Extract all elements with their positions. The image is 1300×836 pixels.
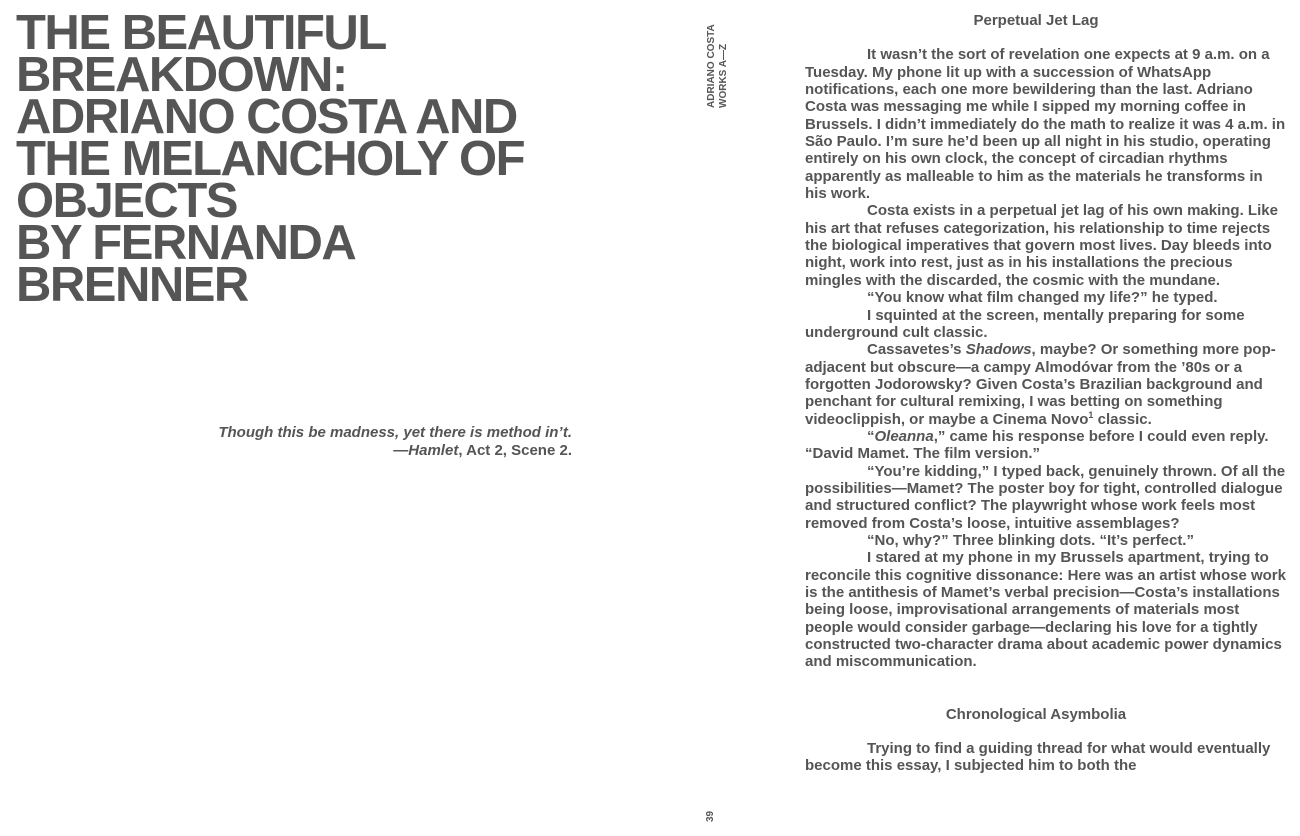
paragraph: “You’re kidding,” I typed back, genuinely thrown. Of all the possibilities—Mamet? The poster boy for tight, controlled dialogue and structured conflict? The playwright whose work feels most removed from Costa’s loose, intuitive assemblages?: [805, 462, 1286, 532]
section-heading: Perpetual Jet Lag: [973, 12, 1099, 29]
section-heading: Chronological Asymbolia: [945, 705, 1127, 723]
title-line: THE MELANCHOLY OF: [16, 132, 525, 186]
text-run: , maybe? Or something more pop-adjacent but obscure—a campy Almodóvar from the ’80s or a forgotten Jodorowsky? Given Costa’s Brazilian background and penchant for cultural remixing, I was betting on something videoclippish, or maybe a Cinema Novo: [805, 341, 1276, 428]
running-head: [706, 24, 729, 108]
article-title: [16, 6, 656, 312]
title-line: BRENNER: [16, 258, 248, 312]
paragraph: Costa exists in a perpetual jet lag of his own making. Like his art that refuses categorization, his relationship to time rejects the biological imperatives that govern most lives. Day bleeds into night, work into rest, just as in his installations the precious mingles with the discarded, the cosmic with the mundane.: [805, 202, 1278, 289]
paragraph: [805, 428, 1287, 463]
text-run: Cassavetes’s: [867, 341, 966, 359]
page-number: 39: [705, 810, 716, 822]
epigraph: [218, 424, 572, 459]
paragraph: “No, why?” Three blinking dots. “It’s perfect.”: [867, 531, 1194, 549]
epigraph-attribution: [218, 442, 572, 460]
attribution-dash: —: [393, 441, 409, 459]
right-page-body: [805, 0, 1287, 775]
title-line: THE BEAUTIFUL: [16, 6, 386, 60]
attribution-detail: , Act 2, Scene 2.: [458, 441, 572, 459]
paragraph: “You know what film changed my life?” he typed.: [867, 289, 1218, 307]
epigraph-quote: Though this be madness, yet there is method in’t.: [218, 424, 572, 441]
title-line: BREAKDOWN:: [16, 48, 347, 102]
title-line: BY FERNANDA: [16, 216, 356, 270]
text-run: classic.: [1093, 410, 1152, 428]
title-line: ADRIANO COSTA AND: [16, 90, 517, 144]
title-line: OBJECTS: [16, 174, 237, 228]
running-head-artist: ADRIANO COSTA: [706, 24, 717, 108]
film-title-shadows: Shadows: [965, 341, 1032, 359]
paragraph: I squinted at the screen, mentally preparing for some underground cult classic.: [805, 306, 1245, 341]
paragraph: [805, 341, 1287, 428]
paragraph: Trying to find a guiding thread for what would eventually become this essay, I subjected him to both the: [805, 740, 1271, 775]
text-run: ,” came his response before I could even reply. “David Mamet. The film version.”: [805, 427, 1269, 463]
attribution-work: Hamlet: [408, 441, 459, 459]
running-head-section: WORKS A—Z: [717, 43, 729, 108]
text-run: “: [867, 427, 875, 445]
film-title-oleanna: Oleanna: [874, 427, 934, 445]
paragraph: I stared at my phone in my Brussels apartment, trying to reconcile this cognitive dissonance: Here was an artist whose work is the antithesis of Mamet’s verbal precision—Costa’s installations being loose, improvisational arrangements of materials most people would consider garbage—declaring his love for a tightly constructed two-character drama about academic power dynamics and miscommunication.: [805, 549, 1286, 671]
paragraph: It wasn’t the sort of revelation one expects at 9 a.m. on a Tuesday. My phone lit up with a succession of WhatsApp notifications, each one more bewildering than the last. Adriano Costa was messaging me while I sipped my morning coffee in Brussels. I didn’t immediately do the math to realize it was 4 a.m. in São Paulo. I’m sure he’d been up all night in his studio, operating entirely on his own clock, the concept of circadian rhythms apparently as malleable to him as the materials he transforms in his work.: [805, 46, 1286, 203]
footnote-marker[interactable]: 1: [1088, 409, 1094, 420]
